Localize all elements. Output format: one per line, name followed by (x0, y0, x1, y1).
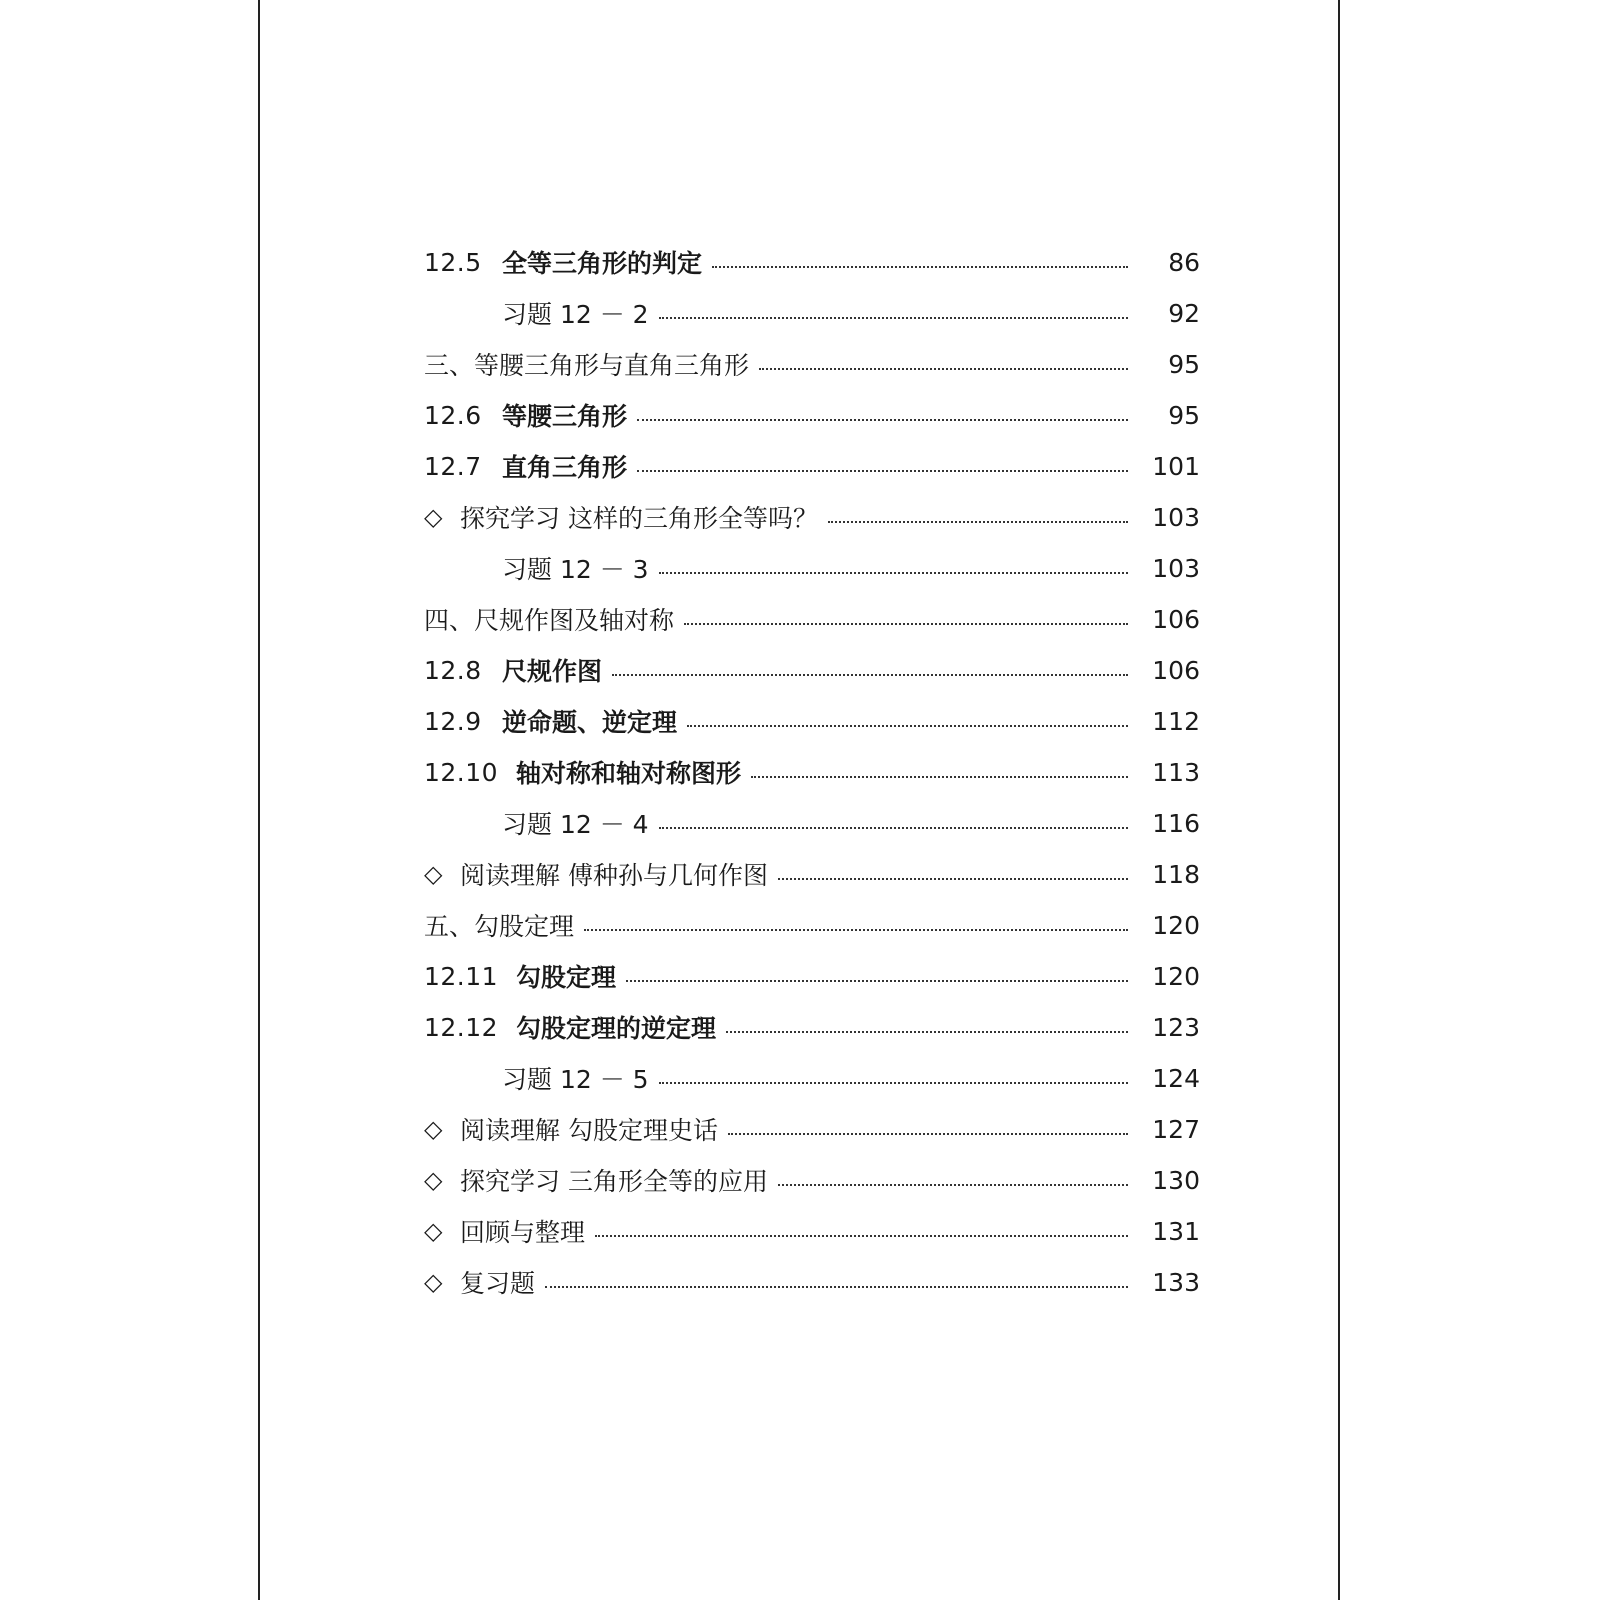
toc-entry-12-5[interactable] (424, 242, 1200, 282)
section-title: 尺规作图 (502, 657, 603, 686)
toc-entry-exercise-12-2[interactable] (424, 293, 1200, 333)
dot-leader (687, 725, 1128, 727)
dot-leader (759, 368, 1128, 370)
section-number: 12.5 (424, 247, 482, 277)
dot-leader (637, 419, 1128, 421)
page-number: 86 (1168, 247, 1200, 277)
section-title: 勾股定理的逆定理 (516, 1014, 717, 1043)
feature-title: 阅读理解 傅种孙与几何作图 (460, 861, 768, 890)
toc-entry-review[interactable] (424, 1211, 1200, 1251)
toc-entry-part-5[interactable] (424, 905, 1200, 945)
exercise-title: 习题 12 － 5 (502, 1065, 649, 1094)
section-title: 等腰三角形 (502, 402, 628, 431)
page-number: 123 (1152, 1012, 1200, 1042)
dot-leader (659, 827, 1128, 829)
dot-leader (778, 878, 1128, 880)
dot-leader (637, 470, 1128, 472)
toc-entry-12-8[interactable] (424, 650, 1200, 690)
dot-leader (659, 572, 1128, 574)
feature-title: 回顾与整理 (460, 1218, 586, 1247)
part-title: 三、等腰三角形与直角三角形 (424, 351, 750, 380)
page-number: 101 (1152, 451, 1200, 481)
page-number: 116 (1152, 808, 1200, 838)
page-number: 95 (1168, 349, 1200, 379)
toc-entry-12-12[interactable] (424, 1007, 1200, 1047)
toc-entry-exercise-12-4[interactable] (424, 803, 1200, 843)
page-number: 106 (1152, 604, 1200, 634)
dot-leader (626, 980, 1128, 982)
page-number: 112 (1152, 706, 1200, 736)
diamond-bullet-icon: ◇ (424, 1166, 443, 1194)
toc-entry-reading-1[interactable] (424, 854, 1200, 894)
dot-leader (545, 1286, 1128, 1288)
toc-entry-12-10[interactable] (424, 752, 1200, 792)
feature-title: 探究学习 三角形全等的应用 (460, 1167, 768, 1196)
dot-leader (612, 674, 1128, 676)
section-title: 勾股定理 (516, 963, 617, 992)
dot-leader (778, 1184, 1128, 1186)
diamond-bullet-icon: ◇ (424, 503, 443, 531)
page-number: 106 (1152, 655, 1200, 685)
page-number: 103 (1152, 502, 1200, 532)
section-number: 12.11 (424, 961, 499, 991)
section-title: 全等三角形的判定 (502, 249, 703, 278)
section-title: 轴对称和轴对称图形 (516, 759, 742, 788)
section-number: 12.12 (424, 1012, 499, 1042)
page-number: 95 (1168, 400, 1200, 430)
dot-leader (595, 1235, 1128, 1237)
book-page (258, 0, 1340, 1600)
toc-entry-reading-2[interactable] (424, 1109, 1200, 1149)
section-number: 12.8 (424, 655, 482, 685)
feature-title: 阅读理解 勾股定理史话 (460, 1116, 718, 1145)
toc-entry-explore-1[interactable] (424, 497, 1200, 537)
dot-leader (828, 521, 1128, 523)
toc-entry-part-4[interactable] (424, 599, 1200, 639)
section-title: 逆命题、逆定理 (502, 708, 678, 737)
page-number: 133 (1152, 1267, 1200, 1297)
page-number: 92 (1168, 298, 1200, 328)
page-number: 131 (1152, 1216, 1200, 1246)
feature-title: 复习题 (460, 1269, 536, 1298)
part-title: 五、勾股定理 (424, 912, 575, 941)
diamond-bullet-icon: ◇ (424, 1115, 443, 1143)
page-number: 130 (1152, 1165, 1200, 1195)
page-number: 124 (1152, 1063, 1200, 1093)
toc-entry-exercise-12-5[interactable] (424, 1058, 1200, 1098)
page-number: 127 (1152, 1114, 1200, 1144)
toc-entry-exercise-12-3[interactable] (424, 548, 1200, 588)
toc-entry-review-exercises[interactable] (424, 1262, 1200, 1302)
dot-leader (684, 623, 1128, 625)
diamond-bullet-icon: ◇ (424, 1217, 443, 1245)
toc-entry-12-9[interactable] (424, 701, 1200, 741)
diamond-bullet-icon: ◇ (424, 1268, 443, 1296)
section-number: 12.6 (424, 400, 482, 430)
toc-entry-part-3[interactable] (424, 344, 1200, 384)
toc-entry-12-11[interactable] (424, 956, 1200, 996)
dot-leader (712, 266, 1128, 268)
toc-entry-explore-2[interactable] (424, 1160, 1200, 1200)
page-number: 113 (1152, 757, 1200, 787)
page-number: 103 (1152, 553, 1200, 583)
exercise-title: 习题 12 － 4 (502, 810, 649, 839)
dot-leader (584, 929, 1128, 931)
toc-entry-12-6[interactable] (424, 395, 1200, 435)
page-number: 120 (1152, 910, 1200, 940)
section-title: 直角三角形 (502, 453, 628, 482)
exercise-title: 习题 12 － 3 (502, 555, 649, 584)
dot-leader (726, 1031, 1128, 1033)
toc-entry-12-7[interactable] (424, 446, 1200, 486)
page-number: 120 (1152, 961, 1200, 991)
dot-leader (659, 1082, 1128, 1084)
section-number: 12.9 (424, 706, 482, 736)
page-number: 118 (1152, 859, 1200, 889)
diamond-bullet-icon: ◇ (424, 860, 443, 888)
part-title: 四、尺规作图及轴对称 (424, 606, 675, 635)
exercise-title: 习题 12 － 2 (502, 300, 649, 329)
section-number: 12.10 (424, 757, 499, 787)
section-number: 12.7 (424, 451, 482, 481)
dot-leader (751, 776, 1128, 778)
dot-leader (728, 1133, 1128, 1135)
dot-leader (659, 317, 1128, 319)
feature-title: 探究学习 这样的三角形全等吗？ (460, 504, 818, 533)
